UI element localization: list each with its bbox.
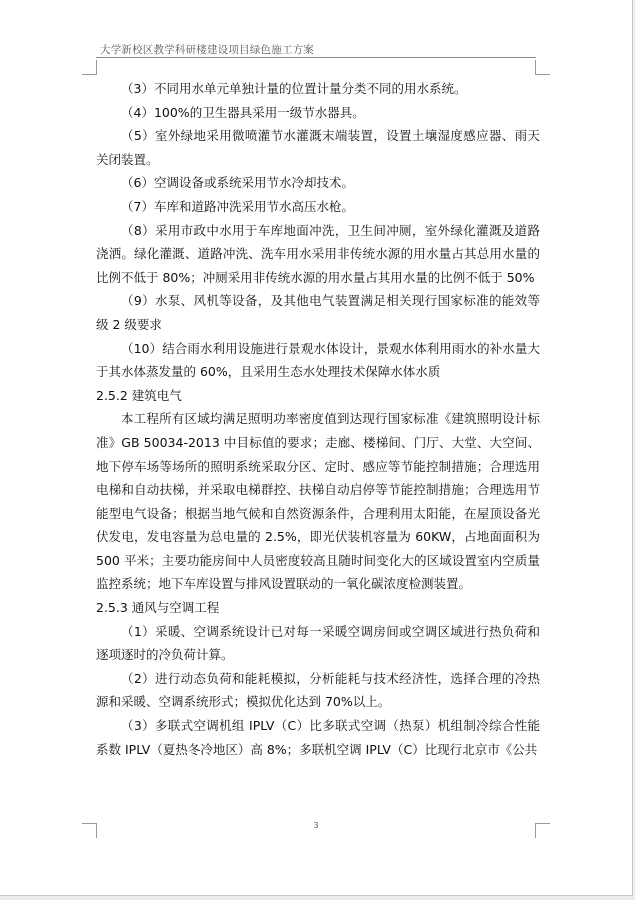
paragraph: 本工程所有区域均满足照明功率密度值到达现行国家标准《建筑照明设计标准》GB 50034-2013 中目标值的要求；走廊、楼梯间、门厅、大堂、大空间、地下停车场等场所的照明系统采取分区、定时、感应等节能控制措施；合理选用电梯和自动扶梯，并采取电梯群控、扶梯自动启停等节能控制措施；合理选用节能型电气设备；根据当地气候和自然资源条件，合理利用太阳能，在屋顶设备光伏发电，发电容量为总电量的 2.5%，即光伏装机容量为 60KW，占地面面积为 500 平米；主要功能房间中人员密度较高且随时间变化大的区域设置室内空质量监控系统；地下车库设置与排风设置联动的一氧化碳浓度检测装置。 — [96, 411, 540, 592]
document-body — [96, 77, 540, 761]
paragraph: （8）采用市政中水用于车库地面冲洗，卫生间冲厕，室外绿化灌溉及道路浇洒。绿化灌溉、道路冲洗、洗车用水采用非传统水源的用水量占其总用水量的比例不低于 80%；冲厕采用非传统水源的用水量占其用水量的比例不低于 50% — [96, 222, 540, 285]
section-heading: 2.5.2 建筑电气 — [96, 387, 182, 403]
page-number: 3 — [313, 821, 319, 830]
paragraph: （3）不同用水单元单独计量的位置计量分类不同的用水系统。 — [121, 81, 467, 96]
paragraph: （7）车库和道路冲洗采用节水高压水枪。 — [121, 198, 354, 214]
paragraph: （2）进行动态负荷和能耗模拟，分析能耗与技术经济性，选择合理的冷热源和采暖、空调系统形式；模拟优化达到 70%以上。 — [96, 670, 540, 710]
section-heading: 2.5.3 通风与空调工程 — [96, 600, 220, 616]
paragraph: （9）水泵、风机等设备，及其他电气装置满足相关现行国家标准的能效等级 2 级要求 — [96, 293, 540, 332]
crop-mark-top-right — [535, 60, 550, 75]
paragraph: （3）多联式空调机组 IPLV（C）比多联式空调（热泵）机组制冷综合性能系数 IPLV（夏热冬冷地区）高 8%；多联机空调 IPLV（C）比现行北京市《公共 — [96, 718, 540, 757]
paragraph: （6）空调设备或系统采用节水冷却技术。 — [121, 175, 354, 191]
header-rule — [96, 57, 536, 58]
crop-mark-top-left — [82, 60, 97, 75]
running-header: 大学新校区教学科研楼建设项目绿色施工方案 — [100, 44, 314, 56]
paragraph: （4）100%的卫生器具采用一级节水器具。 — [121, 104, 365, 120]
paragraph: （10）结合雨水利用设施进行景观水体设计，景观水体利用雨水的补水量大于其水体蒸发量的 60%，且采用生态水处理技术保障水体水质 — [96, 340, 540, 380]
paragraph: （1）采暖、空调系统设计已对每一采暖空调房间或空调区域进行热负荷和逐项逐时的冷负荷计算。 — [96, 623, 540, 663]
paragraph: （5）室外绿地采用微喷灌节水灌溉末端装置，设置土壤湿度感应器、雨天关闭装置。 — [96, 128, 540, 167]
